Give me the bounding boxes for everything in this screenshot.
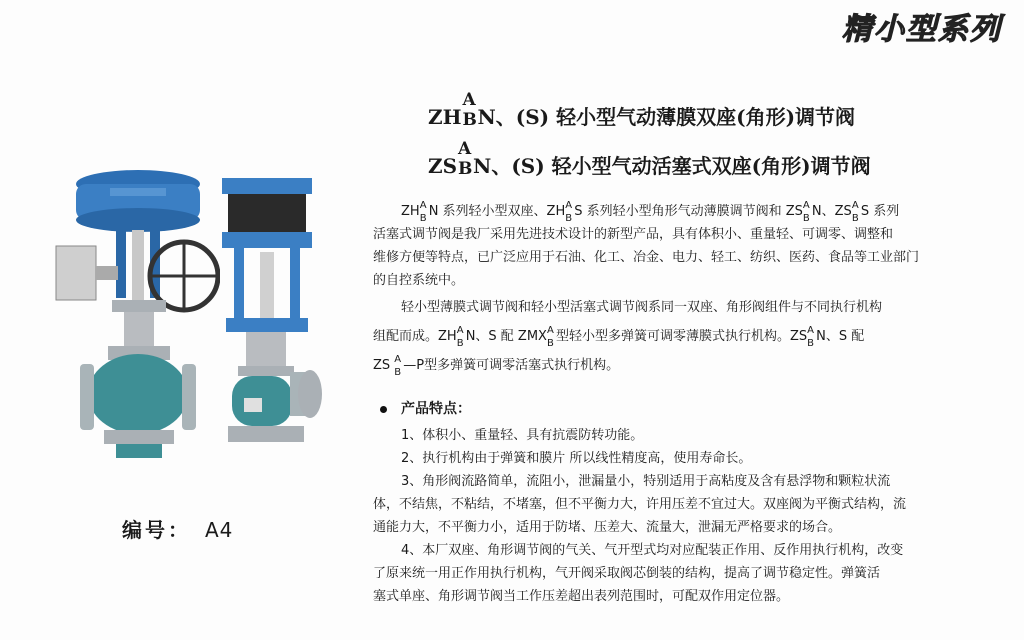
subscript-fraction: A B — [462, 90, 477, 130]
subscript-fraction: A B — [458, 139, 473, 179]
product-code-value: A4 — [205, 518, 234, 542]
heading-piston-valve — [428, 139, 871, 179]
feature-item-cont: 塞式单座、角形调节阀当工作压差超出表列范围时，可配双作用定位器。 — [373, 589, 790, 604]
diaphragm-valve-photo — [52, 168, 220, 468]
feature-item: 4、本厂双座、角形调节阀的气关、气开型式均对应配装正作用、反作用执行机构，改变 — [401, 543, 904, 558]
feature-item: 2、执行机构由于弹簧和膜片 所以线性精度高，使用寿命长。 — [401, 451, 752, 466]
feature-item-cont: 体，不结焦，不粘结，不堵塞，但不平衡力大，许用压差不宜过大。双座阀为平衡式结构，流 — [373, 497, 907, 512]
feature-item-cont: 了原来统一用正作用执行机构，气开阀采取阀芯倒装的结构，提高了调节稳定性。弹簧活 — [373, 566, 881, 581]
heading-prefix: ZS — [428, 154, 458, 178]
heading-diaphragm-valve — [428, 90, 856, 130]
heading-prefix: ZH — [428, 105, 462, 129]
piston-angle-valve-photo — [212, 172, 332, 462]
heading-suffix: N、(S) 轻小型气动活塞式双座(角形)调节阀 — [473, 154, 871, 178]
heading-suffix: N、(S) 轻小型气动薄膜双座(角形)调节阀 — [477, 105, 856, 129]
product-code-label: 编号： — [122, 518, 191, 542]
feature-item: 1、体积小、重量轻、具有抗震防转功能。 — [401, 428, 644, 443]
bullet-icon — [380, 406, 387, 413]
feature-item-cont: 通能力大，不平衡力小，适用于防堵、压差大、流量大，泄漏无严格要求的场合。 — [373, 520, 842, 535]
intro-paragraph: ZH A B N 系列轻小型双座、ZH A B S 系列轻小型角形气动薄膜调节阀和 ZS A B N、ZS A B S 系列 活塞式调节阀是我厂采用先进技术设计的新型产品，具有体积小、重量轻、可调零、调整和 维修方便等特点，已广泛应用于石油、化工、冶金、电力、轻工、纺织、医药、食品等工业部门 的自控系统中。 — [373, 200, 920, 288]
feature-item: 3、角形阀流路简单，流阻小，泄漏量小，特别适用于高粘度及含有悬浮物和颗粒状流 — [401, 474, 891, 489]
features-list — [373, 424, 939, 608]
product-code — [122, 514, 233, 543]
series-title: 精小型系列 — [842, 12, 1002, 47]
features-heading: 产品特点： — [380, 398, 471, 418]
actuator-paragraph: 轻小型薄膜式调节阀和轻小型活塞式调节阀系同一双座、角形阀组件与不同执行机构 组配而成。ZH A B N、S 配 ZMX A B 型轻小型多弹簧可调零薄膜式执行机构。ZS A B N、S 配 ZS A B —P型多弹簧可调零活塞式执行机构。 — [373, 300, 883, 378]
